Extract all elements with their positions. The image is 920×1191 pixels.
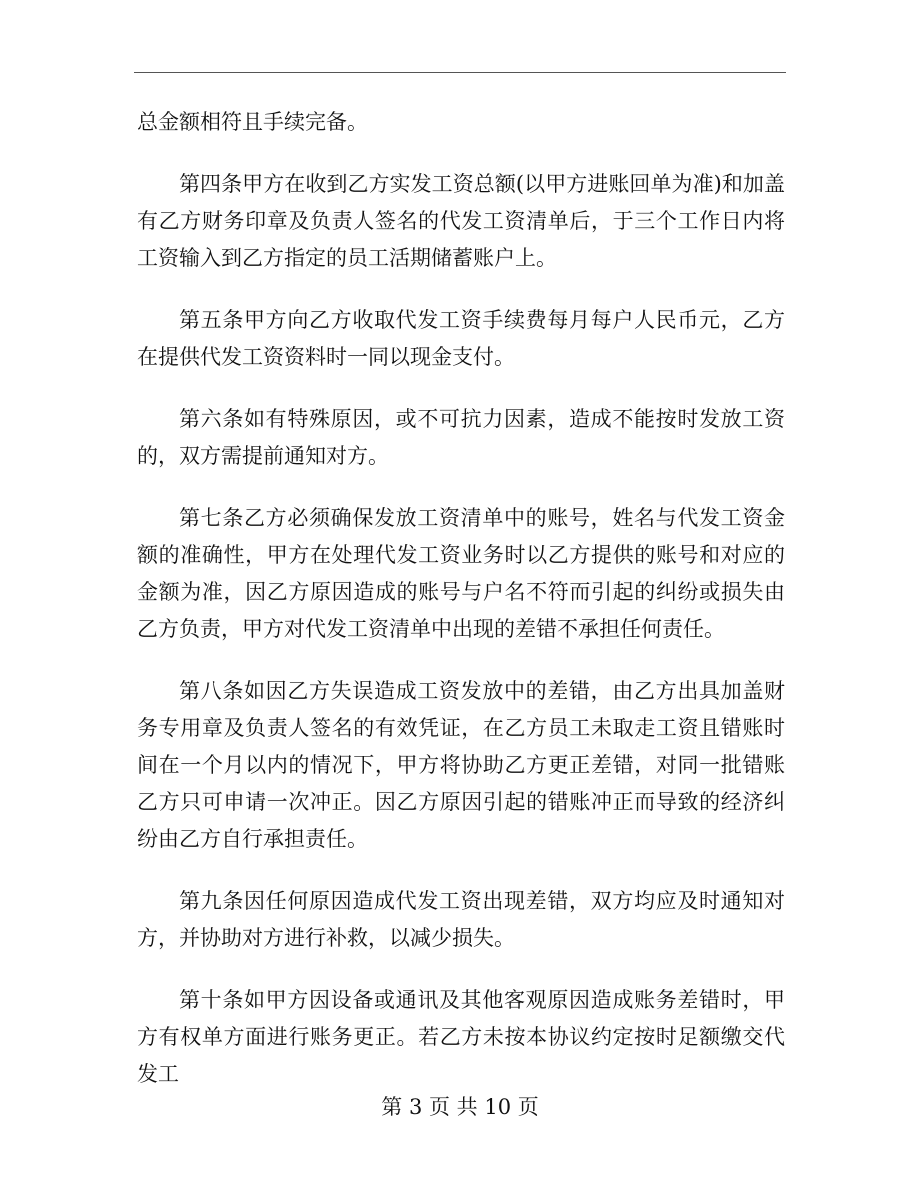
document-body bbox=[137, 104, 785, 1118]
paragraph-article-7: 第七条乙方必须确保发放工资清单中的账号，姓名与代发工资金额的准确性，甲方在处理代发工资业务时以乙方提供的账号和对应的金额为准，因乙方原因造成的账号与户名不符而引起的纠纷或损失由乙方负责，甲方对代发工资清单中出现的差错不承担任何责任。 bbox=[137, 506, 785, 641]
paragraph-continuation: 总金额相符且手续完备。 bbox=[137, 110, 368, 134]
paragraph-article-4: 第四条甲方在收到乙方实发工资总额(以甲方进账回单为准)和加盖有乙方财务印章及负责人签名的代发工资清单后，于三个工作日内将工资输入到乙方指定的员工活期储蓄账户上。 bbox=[137, 172, 785, 270]
header-rule bbox=[134, 72, 786, 73]
paragraph-article-5: 第五条甲方向乙方收取代发工资手续费每月每户人民币元，乙方在提供代发工资资料时一同以现金支付。 bbox=[137, 308, 785, 369]
paragraph-article-8: 第八条如因乙方失误造成工资发放中的差错，由乙方出具加盖财务专用章及负责人签名的有效凭证，在乙方员工未取走工资且错账时间在一个月以内的情况下，甲方将协助乙方更正差错，对同一批错账乙方只可申请一次冲正。因乙方原因引起的错账冲正而导致的经济纠纷由乙方自行承担责任。 bbox=[137, 679, 785, 851]
paragraph-article-9: 第九条因任何原因造成代发工资出现差错，双方均应及时通知对方，并协助对方进行补救，以减少损失。 bbox=[137, 889, 785, 950]
paragraph-article-6: 第六条如有特殊原因，或不可抗力因素，造成不能按时发放工资的，双方需提前通知对方。 bbox=[137, 407, 785, 468]
paragraph-article-10: 第十条如甲方因设备或通讯及其他客观原因造成账务差错时，甲方有权单方面进行账务更正。若乙方未按本协议约定按时足额缴交代发工 bbox=[137, 988, 785, 1086]
page-number-footer: 第 3 页 共 10 页 bbox=[381, 1095, 539, 1119]
